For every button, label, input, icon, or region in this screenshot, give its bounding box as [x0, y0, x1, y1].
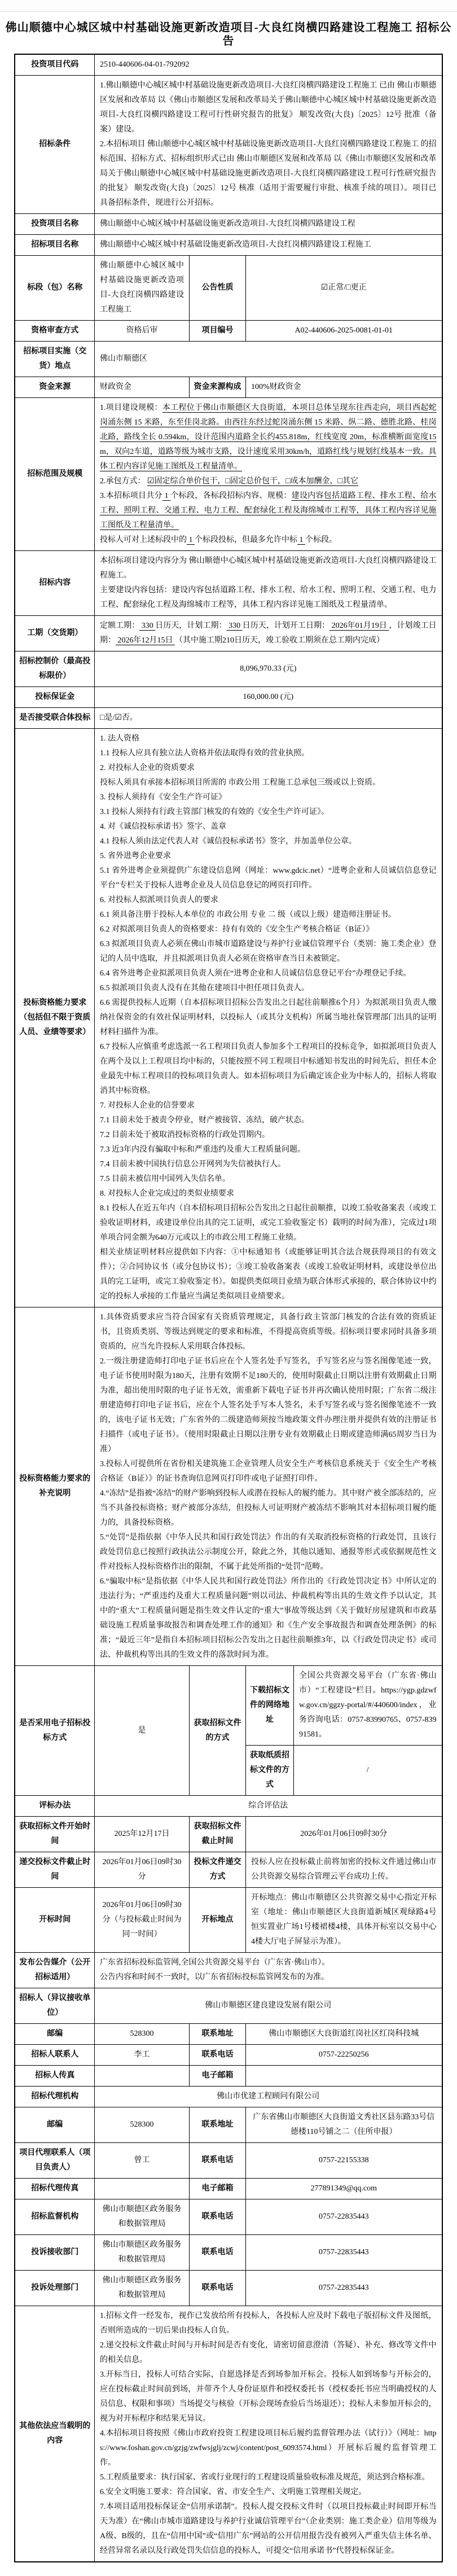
table-row [15, 54, 442, 76]
table-row [15, 2045, 442, 2066]
row-label: 联系电话 [189, 2199, 245, 2235]
row-label: 工期（交货期） [15, 616, 94, 651]
table-row [15, 2235, 442, 2271]
cell-value: 广东省招标投标监管网,全国公共资源交易平台（广东省·佛山市）。 公告内容和时间不一致时，以广东省招标投标监管网发布的为准。 [94, 1953, 442, 1988]
cell-value: 佛山市顺德区建良建设发展有限公司 [94, 1988, 442, 2024]
table-row [15, 256, 442, 321]
row-label: 资金来源 [15, 377, 94, 398]
row-label: 招标代理机构 [15, 2087, 94, 2107]
row-label: 招标内容 [15, 551, 94, 616]
table-row [15, 2199, 442, 2235]
row-label: 招标条件 [15, 76, 94, 214]
cell-value: 佛山市顺德区政务服务和数据管理局 [94, 2235, 189, 2271]
table-row [15, 729, 442, 1307]
cell-value: 综合评估法 [94, 1796, 442, 1817]
row-label: 投标保证金 [15, 687, 94, 708]
page-title: 佛山顺德中心城区城中村基础设施更新改造项目-大良红岗横四路建设工程施工 招标公告 [5, 21, 452, 47]
row-label: 递交投标文件截止时间 [15, 1852, 94, 1888]
row-label: 联系电话 [189, 2045, 245, 2066]
table-row [15, 377, 442, 398]
cell-value: ☑正常/□更正 [245, 256, 442, 321]
table-row [15, 1817, 442, 1852]
table-row [15, 2271, 442, 2306]
row-label: 招标项目实施（交货）地点 [15, 342, 94, 377]
row-label: 投诉接收部门 [15, 2235, 94, 2271]
row-label: 投资项目名称 [15, 214, 94, 235]
cell-value: 277891349@qq.com [245, 2179, 442, 2199]
cell-value: 李工 [94, 2045, 189, 2066]
row-label: 投资项目代码 [15, 54, 94, 76]
row-label: 招标项目名称 [15, 235, 94, 256]
row-label: 联系地址 [189, 2024, 245, 2045]
row-label: 其他依法应当载明的内容 [15, 2306, 94, 2562]
cell-value: 100%财政资金 [245, 377, 442, 398]
cell-value: / [293, 1746, 442, 1796]
table-row [15, 342, 442, 377]
cell-value: 1.佛山顺德中心城区城中村基础设施更新改造项目-大良红岗横四路建设工程施工 已由 佛山市顺德区发展和改革局 以《佛山市顺德区发展和改革局关于佛山顺德中心城区城中村基础设施更新改造项目-大良红岗横四路建设工程可行性研究报告的批复》 顺发改资(大良)〔2025〕12号 批准（备案）建设。 2.本招标项目 佛山顺德中心城区城中村基础设施更新改造项目-大良红岗横四路建设工程施工 的招标范围、招标方式、招标组织形式已由 佛山市顺德区发展和改革局 以《佛山市顺德区发展和改革局关于佛山顺德中心城区城中村基础设施更新改造项目-大良红岗横四路建设工程可行性研究报告的批复》 顺发改资(大良)〔2025〕12号 核准（适用于需要履行审批、核准手续的项目）。项目已具备招标条件，现进行公开招标。 [94, 76, 442, 214]
cell-value: 0757-22835443 [245, 2235, 442, 2271]
table-row [15, 321, 442, 342]
table-row [15, 708, 442, 729]
row-label: 招标范围及规模 [15, 398, 94, 551]
cell-value: 2026年01月06日09时30分（与投标截止时间为同一时间） [94, 1888, 189, 1953]
row-label: 开标地点 [189, 1888, 245, 1953]
table-row [15, 687, 442, 708]
row-label: 投标资格能力要求的补充说明 [15, 1307, 94, 1666]
table-row [15, 1796, 442, 1817]
cell-value [245, 2066, 442, 2087]
table-row [15, 235, 442, 256]
cell-value: 0757-22250256 [245, 2045, 442, 2066]
cell-value: 佛山市顺德区大良街道红岗社区红岗科技城 [245, 2024, 442, 2045]
cell-value: 定额工期： 330 日历天，计划工期： 330 日历天，计划开工日期： 2026年01月19日 ，计划竣工日期： 2026年12月15日 （其中施工期210日历天，竣工验收工期须在总工期内完成） [94, 616, 442, 651]
cell-value [94, 2066, 189, 2087]
cell-value: 2026年01月06日09时30分 [94, 1852, 189, 1888]
row-label: 标段（包）名称 [15, 256, 94, 321]
row-label: 招标人联系人 [15, 2045, 94, 2066]
table-row [15, 76, 442, 214]
row-label: 招标控制价（最高投标限价） [15, 651, 94, 687]
table-row [15, 398, 442, 551]
cell-value: 佛山顺德中心城区城中村基础设施更新改造项目-大良红岗横四路建设工程 [94, 214, 442, 235]
table-row [15, 1988, 442, 2024]
row-label: 获取招标文件截止时间 [189, 1817, 245, 1852]
announcement-table [14, 54, 442, 2562]
cell-value: 曾工 [94, 2143, 189, 2179]
cell-value: 1.招标文件一经发布，视作已发放给所有投标人，各投标人应及时下载电子版招标文件及图纸，否则所造成的一切后果由投标人自负。 2.递交投标文件截止时间与开标时间是否有变化，请密切留意澄清（答疑）、补充、修改等文件中的相关信息。 3.开标当日，投标人可结合实际，自愿选择是否到场参加开标会。投标人如到场参与开标会的，应在投标截止时间前到场，并带齐个人身份证原件和授权委托书（授权委托书应当明确授权的人员信息、权限和事项）当场提交与核验（开标会现场查验后当场退还）；投标人未参加开标会的，视为对开标程序和结果无异议。 4.本招标项目将按照《佛山市政府投资工程建设项目标后履约监督管理办法（试行）》（网址：https://www.foshan.gov.cn/gzjg/zwfwsjglj/zcwj/content/post_6093574.html）开展标后履约监督管理工作。 5.工程质量要求：执行国家、省或行业现行的工程建设质量验收标准及规范，须达到合格标准。 6.安全文明施工要求：符合国家、省、市安全生产、文明施工管理相关规定。 7.本项目适用投标保证金“信用承诺制”。投标人提交投标文件时（以项目投标截止时间即开标当天为准）在“佛山市城市道路建设与养护行业诚信管理平台”（企业类别：施工类企业）信用等级为A级、B级的，且在“信用中国”或“信用广东”网站的公开信用报告没有被列入严重失信主体名单、经营异常名录以及行政处罚失信信息的投标人，可提交“信用承诺书”代替投标保证金。 [94, 2306, 442, 2562]
row-label: 电子邮箱 [189, 2066, 245, 2087]
row-label: 下载招标文件的网络地址 [245, 1666, 293, 1746]
top-divider [0, 0, 457, 12]
cell-value: 全国公共资源交易平台（广东省·佛山市）“工程建设”栏目。https://ygp.gdzwfw.gov.cn/ggzy-portal/#/440600/index，业务咨询电话：0757-83990765、0757-83991581。 [293, 1666, 442, 1746]
cell-value: 0757-22155338 [245, 2143, 442, 2179]
cell-value: 佛山顺德中心城区城中村基础设施更新改造项目-大良红岗横四路建设工程施工 [94, 256, 189, 321]
cell-value: 1.具体资质要求应当符合国家有关资质管理规定，具备行政主管部门核发的合法有效的资质证书，且资质类别、等级达到规定的要求和标准，不得提高资质等级。招标项目要求同时具备多项资质的，应当允许投标人采用联合体投标。 2.一级注册建造师打印电子证书后应在个人签名处手写签名，手写签名应与签名图像笔迹一致，电子证书使用时限为180天，注册有效期不足180天的，使用时限截止日期以注册有效期截止日期为准，超出使用时限的电子证书无效，需重新下载电子证书并再次确认使用时限；广东省二级注册建造师打印电子证书后，应在个人签名处手写本人签名，未手写签名或与签名图像笔迹不一致的，该电子证书无效；广东省外的二级建造师须按当地政策文件办理注册并提供有效的注册证书扫描件（或电子证书）。（使用时限截止日期以注册专业有效期截止日期或建造师满65周岁当日为准） 3.投标人可提供所在省份相关建筑施工企业管理人员安全生产考核信息系统关于《安全生产考核合格证（B证）》的证书查询信息网页打印件或电子证照打印件。 4.“冻结”是指被“冻结”的财产影响到投标人或潜在投标人的履约能力。其中财产被全部冻结的，应当不具备投标资格；财产被部分冻结，但投标人可证明财产被冻结不影响其对本招标项目履约能力的，具备投标资格。 5.“处罚”是指依据《中华人民共和国行政处罚法》作出的有关取消投标资格的行政处罚，且该行政处罚信息已按照行政执法公示制度公开，除此之外，其他以通知、通报等形式或依据规范性文件对投标人投标资格作出的限制，不属于此处所指的“处罚”范畴。 6.“骗取中标”是指依据《中华人民共和国行政处罚法》所作出的《行政处罚决定书》中所认定的违法行为；“严重违约及重大工程质量问题”则以司法、仲裁机构等出具的生效文件予以认定，其中的“重大”工程质量问题是指生效文件认定的“重大”事故等级达到《关于做好房屋建筑和市政基础设施工程质量事故报告和调查处理工作的通知》和《生产安全事故报告和调查处理条例》的标准；“最近三年”是指自本招标项目招标公告发出之日起往前顺推3年，以《行政处罚决定书》或司法、仲裁机构等出具的生效文件的落款时间为准。 [94, 1307, 442, 1666]
row-label: 获取招标文件开始时间 [15, 1817, 94, 1852]
cell-value: 160,000.00 (元) [94, 687, 442, 708]
table-row [15, 651, 442, 687]
row-label: 招标代理传真 [15, 2179, 94, 2199]
cell-value: 528300 [94, 2024, 189, 2045]
cell-value [94, 2179, 189, 2199]
table-row [15, 214, 442, 235]
cell-value: 资格后审 [94, 321, 189, 342]
table-row [15, 2066, 442, 2087]
cell-value: 佛山市顺德区 [94, 342, 442, 377]
row-label: 是否接受联合体投标 [15, 708, 94, 729]
row-label: 资金来源构成 [189, 377, 245, 398]
row-label: 联系电话 [189, 2271, 245, 2306]
table-row [15, 2024, 442, 2045]
cell-value: A02-440606-2025-0081-01-01 [245, 321, 442, 342]
cell-value: 佛山市顺德区政务服务和数据管理局 [94, 2271, 189, 2306]
cell-value: 佛山市顺德区政务服务和数据管理局 [94, 2199, 189, 2235]
table-row [15, 2179, 442, 2199]
row-label: 公告性质 [189, 256, 245, 321]
table-row [15, 551, 442, 616]
row-label: 获取招标文件的方式 [189, 1666, 245, 1796]
table-row [15, 1953, 442, 1988]
table-row [15, 2306, 442, 2562]
table-row [15, 2087, 442, 2107]
row-label: 项目代理联系人（项目负责人） [15, 2143, 94, 2179]
table-row [15, 616, 442, 651]
table-row [15, 1666, 442, 1746]
row-label: 招标人（异议接收单位） [15, 1988, 94, 2024]
row-label: 招标人传真 [15, 2066, 94, 2087]
cell-value: 0757-22835443 [245, 2271, 442, 2306]
row-label: 投标文件递交方式 [189, 1852, 245, 1888]
row-label: 评标办法 [15, 1796, 94, 1817]
cell-value: 广东省佛山市顺德区大良街道文秀社区县东路33号信德楼110号铺之二（住所申报） [245, 2107, 442, 2143]
table-row [15, 1888, 442, 1953]
row-label: 招标监督机构 [15, 2199, 94, 2235]
row-label: 投标资格能力要求（包括但不限于资质人员、业绩等要求） [15, 729, 94, 1307]
row-label: 联系地址 [189, 2107, 245, 2143]
cell-value: 1. 法人资格 1.1 投标人应具有独立法人资格并依法取得有效的营业执照。 2. 对投标人企业的资质要求 投标人须具有承接本招标项目所需的 市政公用 工程施工总承包三级或以上资质。 3. 投标人须持有《安全生产许可证》 3.1 投标人须持有行政主管部门核发的有效的《安全生产许可证》。 4. 对《诚信投标承诺书》签字、盖章 4.1 投标人须由法定代表人对《诚信投标承诺书》签字，并加盖单位公章。 5. 省外进粤企业要求 5.1 省外进粤企业须提供广东建设信息网（网址：www.gdcic.net）“进粤企业和人员诚信信息登记平台”专栏关于投标人进粤企业及人员信息登记的网页打印件。 6. 对投标人拟派项目负责人的要求 6.1 须具备注册于投标人本单位的 市政公用 专业 二 级（或以上级）建造师注册证书。 6.2 对拟派项目负责人的资格要求：持有有效的《安全生产考核合格证（B证）》 6.3 拟派项目负责人必须在佛山市城市道路建设与养护行业诚信管理平台（类别：施工类企业）登记的人员中选取，并且拟派项目负责人必须在资格审查当日未被锁定。 6.4 省外进粤企业拟派项目负责人须在“进粤企业和人员诚信信息登记平台”办理登记手续。 6.5 拟派项目负责人没有在其他在建项目中担任项目负责人。 6.6 需提供投标人近期（自本招标项目招标公告发出之日起往前顺推6个月）为拟派项目负责人缴纳社保资金的有效社保证明材料，以投标人（或其分支机构）所属当地社保管理部门出具的证明材料扫描件为准。 6.7 投标人应慎重考虑选派一名工程项目负责人参加多个工程项目的投标竞争，如拟派项目负责人在两个及以上工程项目均中标的，只能按照不同工程项目中标通知书发出的时间先后，担任本企业最先中标工程项目的投标项目负责人。如本招标项目为后确定该企业为中标人的，招标人将取消其中标资格。 7. 对投标人企业的信誉要求 7.1 目前未处于被责令停业，财产被接管、冻结，破产状态。 7.2 目前未处于被取消投标资格的行政处罚期内。 7.3 近3年内没有骗取中标和严重违约及重大工程质量问题。 7.4 目前未被中国执行信息公开网列为失信被执行人。 7.5 目前未被信用中国列入失信名单。 8. 对投标人企业完成过的类似业绩要求 8.1 投标人在近五年内（自本招标项目招标公告发出之日起往前顺推，以竣工验收备案表（或竣工验收证明材料，或建设单位出具的完工证明，或完工验收鉴定书）载明的时间为准），完成过1项单项合同金额为640万元或以上的市政公用工程施工业绩。 相关业绩证明材料应提供如下内容：①中标通知书（或能够证明其合法合规获得项目的有效文件）；②合同协议书（或分包协议书）；③竣工验收备案表（或竣工验收证明材料，或建设单位出具的完工证明，或完工验收鉴定书）。如提供类似项目业绩为联合体形式承接的，联合体协议中约定的投标人承接的工作量应当满足类似项目业绩要求。 [94, 729, 442, 1307]
row-label: 邮编 [15, 2107, 94, 2143]
row-label: 开标时间 [15, 1888, 94, 1953]
cell-value: 2025年12月17日 [94, 1817, 189, 1852]
cell-value: 是 [94, 1666, 189, 1796]
table-row [15, 1852, 442, 1888]
cell-value: 开标地点：佛山市顺德区公共资源交易中心指定开标室（地址：佛山市顺德区大良街道新城区观绿路4号恒实置业广场1号楼裙楼4楼，具体开标室以交易中心4楼大厅电子屏显示为准）。 [245, 1888, 442, 1953]
cell-value: 0757-22835443 [245, 2199, 442, 2235]
row-label: 联系电话 [189, 2143, 245, 2179]
cell-value: 佛山顺德中心城区城中村基础设施更新改造项目-大良红岗横四路建设工程施工 [94, 235, 442, 256]
cell-value: 财政资金 [94, 377, 189, 398]
row-label: 邮编 [15, 2024, 94, 2045]
row-label: 获取纸质招标文件的方式 [245, 1746, 293, 1796]
cell-value: 1.项目建设规模：本工程位于佛山市顺德区大良街道，本项目总体呈现东往西走向，项目西起蛇岗涌东侧 15 米路，东至佳岗北路。由西往东经过蛇岗涌东侧 15 米路、纵二路、德胜北路、桂岗北路，路线全长 0.594km，设计范围内道路全长约455.818m，红线宽度 20m，标准横断面宽度15 m，双向2车道，道路等级为城市支路，设计速度采用30km/h，道路红线与规划红线基本一致。具体工程内容详见施工图纸及工程量清单。 2.承包方式： ☑固定综合单价包干，□固定总价包干，□成本加酬金，□其它 3.本招标项目共分 1 个标段，各标段招标内容、规模：建设内容包括道路工程、排水工程、给水工程、照明工程、交通工程、电力工程、配套绿化工程及海绵城市工程等，具体工程内容详见施工图纸及工程量清单。 投标人可对上述标段中的 1 个标段投标，但最多允许中标 1 个标段。 [94, 398, 442, 551]
cell-value: 本招标项目建设内容分为 佛山顺德中心城区城中村基础设施更新改造项目-大良红岗横四路建设工程施工。 主要建设内容包括：建设内容包括道路工程、排水工程、给水工程、照明工程、交通工程、电力工程、配套绿化工程及海绵城市工程等，具体工程内容详见施工图纸及工程量清单。 [94, 551, 442, 616]
table-row [15, 2143, 442, 2179]
cell-value: 2026年01月06日09时30分 [245, 1817, 442, 1852]
cell-value: 528300 [94, 2107, 189, 2143]
cell-value: 8,096,970.33 (元) [94, 651, 442, 687]
row-label: 投诉处理部门 [15, 2271, 94, 2306]
row-label: 电子邮箱 [189, 2179, 245, 2199]
row-label: 联系电话 [189, 2235, 245, 2271]
cell-value: 佛山市优建工程顾问有限公司 [94, 2087, 442, 2107]
row-label: 资格审查方式 [15, 321, 94, 342]
cell-value: 投标人应在投标截止前将加密的投标文件通过佛山市公共资源交易综合管理云平台成功上传。 [245, 1852, 442, 1888]
table-row [15, 2107, 442, 2143]
table-row [15, 1307, 442, 1666]
row-label: 项目编号 [189, 321, 245, 342]
cell-value: □是/☑否。 [94, 708, 442, 729]
table-body [15, 54, 442, 2562]
row-label: 是否采用电子招标投标方式 [15, 1666, 94, 1796]
row-label: 发布公告媒介（公开招标适用） [15, 1953, 94, 1988]
cell-value: 2510-440606-04-01-792092 [94, 54, 442, 76]
